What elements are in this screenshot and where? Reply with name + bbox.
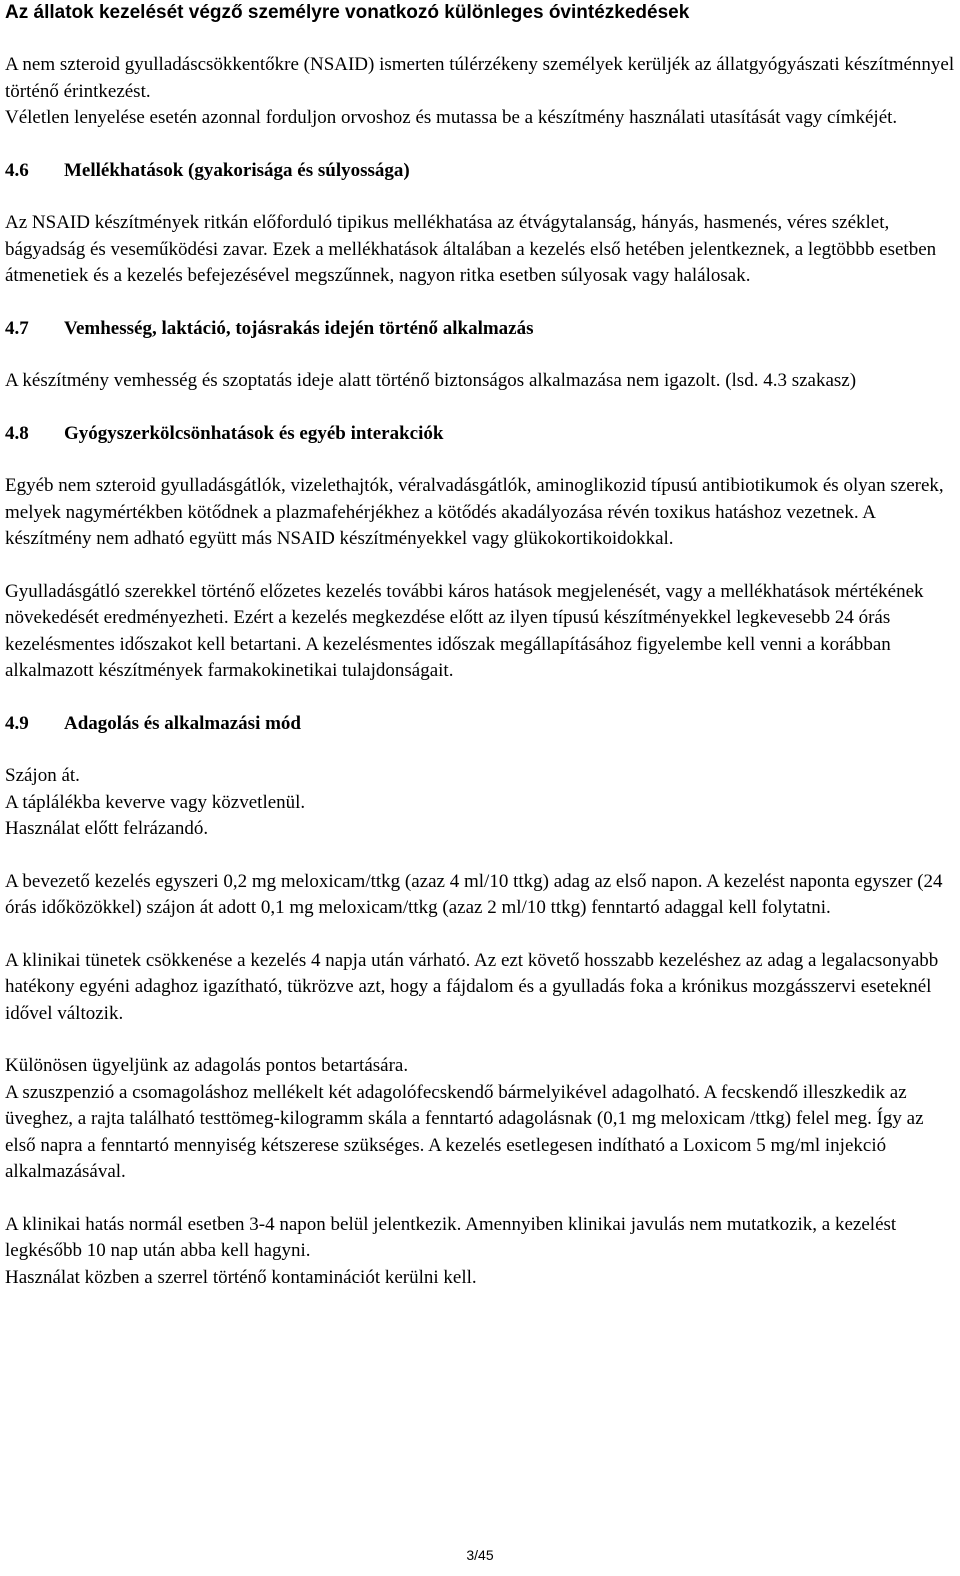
administration-lines: [5, 763, 955, 843]
section-number: 4.9: [5, 712, 29, 734]
clinical-signs-paragraph: A klinikai tünetek csökkenése a kezelés 4 napja után várható. Az ezt követő hosszabb kezeléshez az adag a legalacsonyabb hatékony egyéni adaghoz igazítható, tükrözve azt, hogy a fájdalom és a gyulladás foka a krónikus mozgásszervi eseteknél idővel változik.: [5, 949, 939, 1024]
section-title: Adagolás és alkalmazási mód: [64, 712, 301, 734]
administration-line: A táplálékba keverve vagy közvetlenül.: [5, 791, 306, 813]
side-effects-paragraph: Az NSAID készítmények ritkán előforduló tipikus mellékhatása az étvágytalanság, hányás, hasmenés, véres széklet, bágyadság és veseműködési zavar. Ezek a mellékhatások általában a kezelés első hetében jelentkeznek, a legtöbbb esetben átmenetiek és a kezelés befejezésével megszűnnek, nagyon ritka esetben súlyosak vagy halálosak.: [5, 212, 937, 286]
section-heading-4-6: [5, 158, 955, 185]
clinical-effect-paragraph: A klinikai hatás normál esetben 3-4 napon belül jelentkezik. Amennyiben klinikai javulás nem mutatkozik, a kezelést legkésőbb 10 nap után abba kell hagyni.: [5, 1213, 897, 1261]
pregnancy-paragraph: A készítmény vemhesség és szoptatás ideje alatt történő biztonságos alkalmazása nem igazolt. (lsd. 4.3 szakasz): [5, 370, 857, 391]
page-number: 3/45: [466, 1547, 494, 1563]
syringe-paragraph: A szuszpenzió a csomagoláshoz mellékelt két adagolófecskendő bármelyikével adagolható. A fecskendő illeszkedik az üveghez, a rajta található testtömeg-kilogramm skála a fenntartó adagolásnak (0,1 mg meloxicam /ttkg) felel meg. Így az első napra a fenntartó mennyiség kétszerese szükséges. A kezelés esetlegesen indítható a Loxicom 5 mg/ml injekció alkalmazásával.: [5, 1081, 924, 1182]
care-block: [5, 1053, 955, 1186]
section-body-4-7: [5, 368, 955, 395]
section-body-4-8: [5, 473, 955, 553]
intro-paragraph: A nem szteroid gyulladáscsökkentőkre (NSAID) ismerten túlérzékeny személyek kerüljék az állatgyógyászati készítménnyel történő érintkezést.: [5, 54, 955, 102]
precautions-heading: Az állatok kezelését végző személyre vonatkozó különleges óvintézkedések: [5, 2, 690, 23]
section-title: Gyógyszerkölcsönhatások és egyéb interakciók: [64, 422, 444, 444]
section-heading-4-7: [5, 316, 955, 343]
section-heading-4-8: [5, 421, 955, 448]
precautions-block: [5, 52, 955, 132]
administration-line: Használat előtt felrázandó.: [5, 818, 209, 839]
section-body-4-6: [5, 210, 955, 290]
dosage-paragraph: A bevezető kezelés egyszeri 0,2 mg meloxicam/ttkg (azaz 4 ml/10 ttkg) adag az első napon. A kezelést naponta egyszer (24 órás időközökkel) szájon át adott 0,1 mg meloxicam/ttkg (azaz 2 ml/10 ttkg) fenntartó adaggal kell folytatni.: [5, 870, 943, 918]
contamination-line: Használat közben a szerrel történő kontaminációt kerülni kell.: [5, 1266, 477, 1288]
section-number: 4.8: [5, 422, 29, 444]
document-page: [5, 0, 955, 1291]
section-heading-4-9: [5, 711, 955, 738]
final-block: [5, 1212, 955, 1292]
clinical-signs-block: [5, 948, 955, 1028]
interactions-paragraph-2: Gyulladásgátló szerekkel történő előzetes kezelés további káros hatások megjelenését, vagy a mellékhatások mértékének növekedését eredményezheti. Ezért a kezelés megkezdése előtt az ilyen típusú készítményekkel legkevesebb 24 órás kezelésmentes időszakot kell betartani. A kezelésmentes időszak megállapításához figyelembe kell venni a korábban alkalmazott készítmények farmakokinetikai tulajdonságait.: [5, 580, 924, 681]
section-number: 4.7: [5, 317, 29, 339]
section-number: 4.6: [5, 159, 29, 181]
section-title: Mellékhatások (gyakorisága és súlyossága): [64, 159, 410, 181]
section-title: Vemhesség, laktáció, tojásrakás idején történő alkalmazás: [64, 317, 534, 339]
care-line: Különösen ügyeljünk az adagolás pontos betartására.: [5, 1055, 409, 1076]
administration-line: Szájon át.: [5, 765, 80, 786]
dosage-block: [5, 869, 955, 922]
section-body-4-8-b: [5, 579, 955, 685]
intro-paragraph-2: Véletlen lenyelése esetén azonnal forduljon orvoshoz és mutassa be a készítmény használati utasítását vagy címkéjét.: [5, 107, 898, 128]
interactions-paragraph-1: Egyéb nem szteroid gyulladásgátlók, vizelethajtók, véralvadásgátlók, aminoglikozid típusú antibiotikumok és olyan szerek, melyek nagymértékben kötődnek a plazmafehérjékhez a kötődés akadályozása révén toxikus hatáshoz vezetnek. A készítmény nem adható együtt más NSAID készítményekkel vagy glükokortikoidokkal.: [5, 475, 944, 549]
